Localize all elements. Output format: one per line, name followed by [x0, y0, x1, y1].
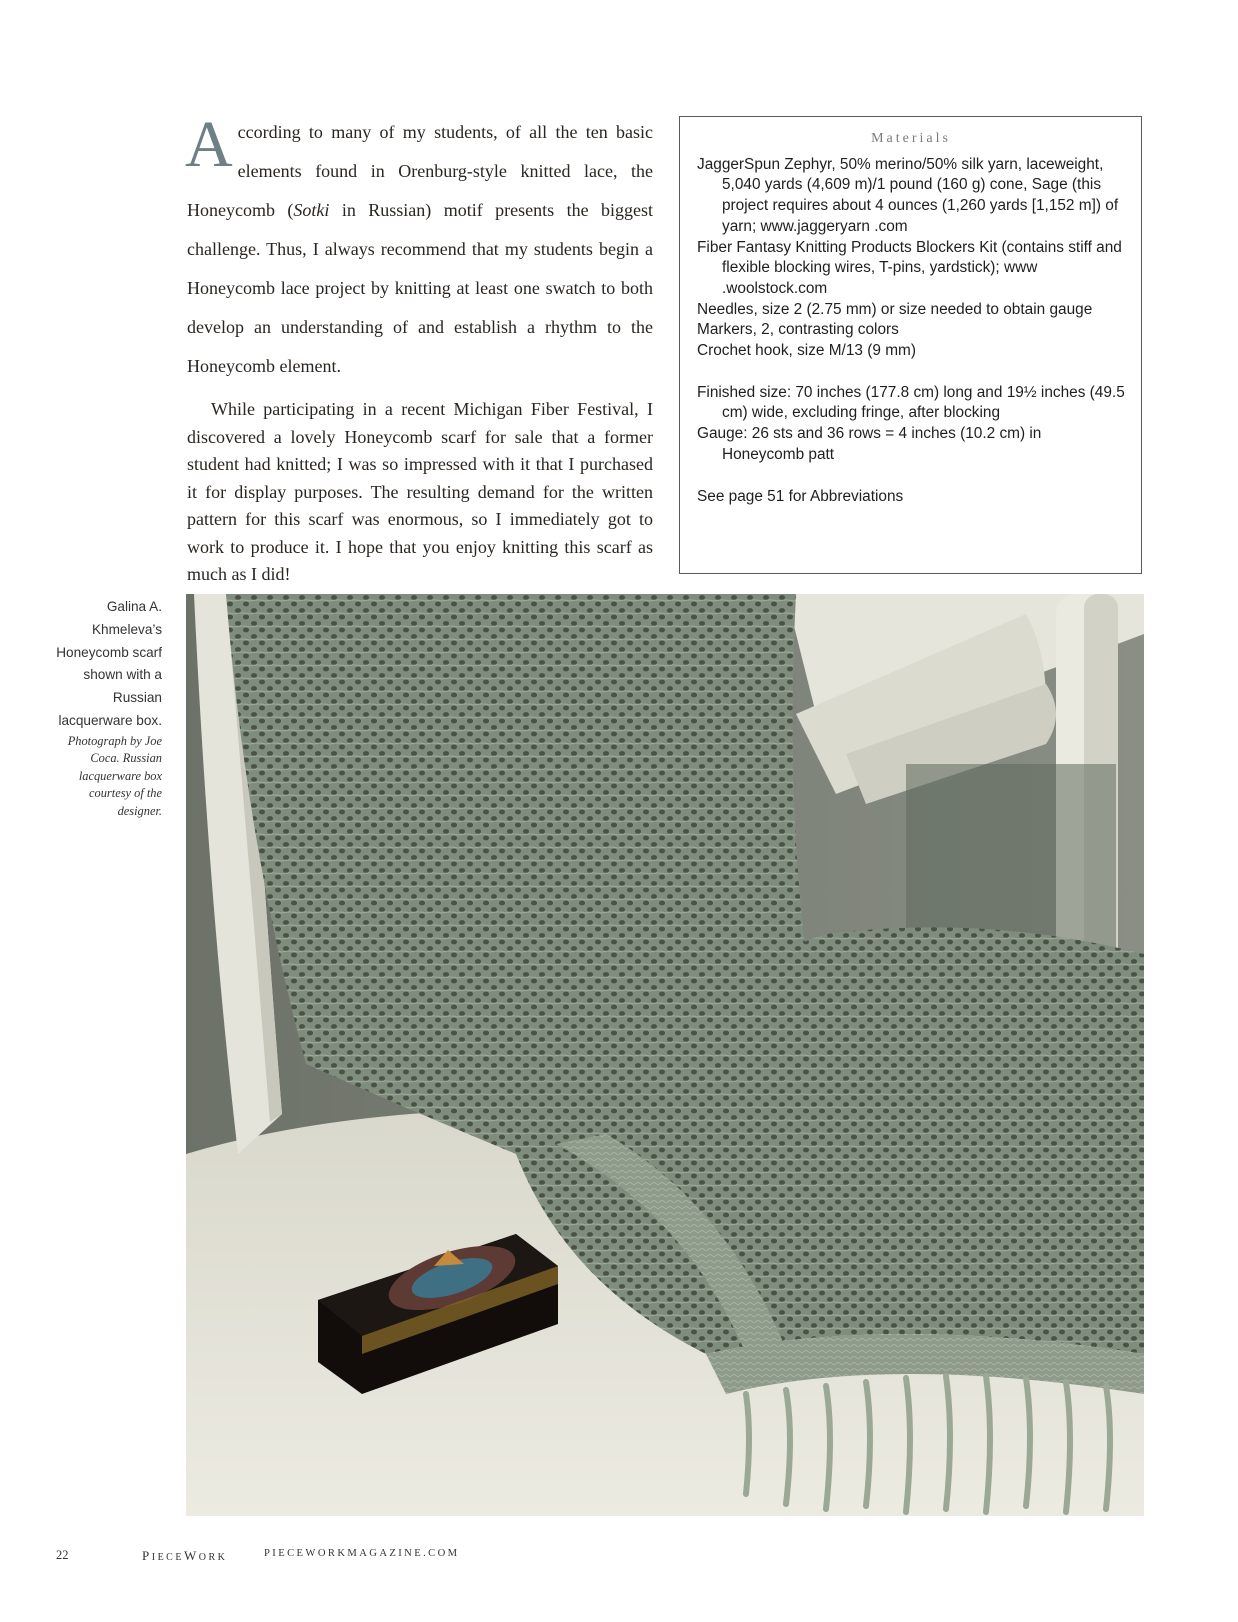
- photo-caption: [50, 596, 162, 820]
- paragraph-1-italic: Sotki: [293, 200, 330, 220]
- materials-item: JaggerSpun Zephyr, 50% merino/50% silk yarn, laceweight, 5,040 yards (4,609 m)/1 pound (160 g) cone, Sage (this project requires about 4 ounces (1,260 yards [1,152 m]) of yarn; www.jaggeryarn .com: [697, 155, 1119, 235]
- website-url: PIECEWORKMAGAZINE.COM: [264, 1548, 460, 1559]
- scarf-photo-illustration: [186, 594, 1144, 1516]
- scarf-photo: [186, 594, 1144, 1516]
- spec-gauge: Gauge: 26 sts and 36 rows = 4 inches (10.2 cm) in Honeycomb patt: [697, 425, 1042, 463]
- materials-item: Needles, size 2 (2.75 mm) or size needed to obtain gauge: [697, 300, 1093, 318]
- paragraph-1-text: ccording to many of my students, of all the ten basic elements found in Orenburg-style knitted lace, the Honeycomb (: [187, 122, 653, 220]
- photo-credit: Photograph by Joe Coca. Russian lacquerware box courtesy of the designer.: [67, 733, 162, 818]
- spec-finished-size: Finished size: 70 inches (177.8 cm) long and 19½ inches (49.5 cm) wide, excluding fringe, after blocking: [697, 383, 1125, 422]
- materials-heading: Materials: [871, 131, 951, 146]
- page-number: 22: [56, 1548, 69, 1562]
- paragraph-1: [185, 108, 654, 386]
- materials-item: Fiber Fantasy Knitting Products Blockers Kit (contains stiff and flexible blocking wires, T-pins, yardstick); www .woolstock.com: [697, 238, 1122, 297]
- abbreviations-note: See page 51 for Abbreviations: [697, 487, 904, 505]
- brand-initial-p: P: [142, 1548, 152, 1563]
- caption-text: Galina A. Khmeleva’s Honeycomb scarf shown with a Russian lacquerware box.: [56, 599, 162, 728]
- brand-rest-2: ORK: [198, 1552, 228, 1563]
- drop-cap: A: [185, 108, 233, 181]
- magazine-name: [142, 1548, 227, 1564]
- article-intro: [185, 108, 654, 589]
- materials-item: Markers, 2, contrasting colors: [697, 321, 899, 339]
- paragraph-2: While participating in a recent Michigan Fiber Festival, I discovered a lovely Honeycomb scarf for sale that a former student had knitted; I was so impressed with it that I purchased it for display purposes. The resulting demand for the written pattern for this scarf was enormous, so I immediately got to work to produce it. I hope that you enjoy knitting this scarf as much as I did!: [187, 399, 653, 584]
- paragraph-1-text-end: in Russian) motif presents the biggest challenge. Thus, I always recommend that my students begin a Honeycomb lace project by knitting at least one swatch to both develop an understanding of and establish a rhythm to the Honeycomb element.: [187, 200, 654, 376]
- brand-initial-w: W: [183, 1548, 199, 1563]
- materials-item: Crochet hook, size M/13 (9 mm): [697, 342, 916, 360]
- materials-box: [679, 116, 1142, 574]
- brand-rest-1: IECE: [151, 1552, 184, 1563]
